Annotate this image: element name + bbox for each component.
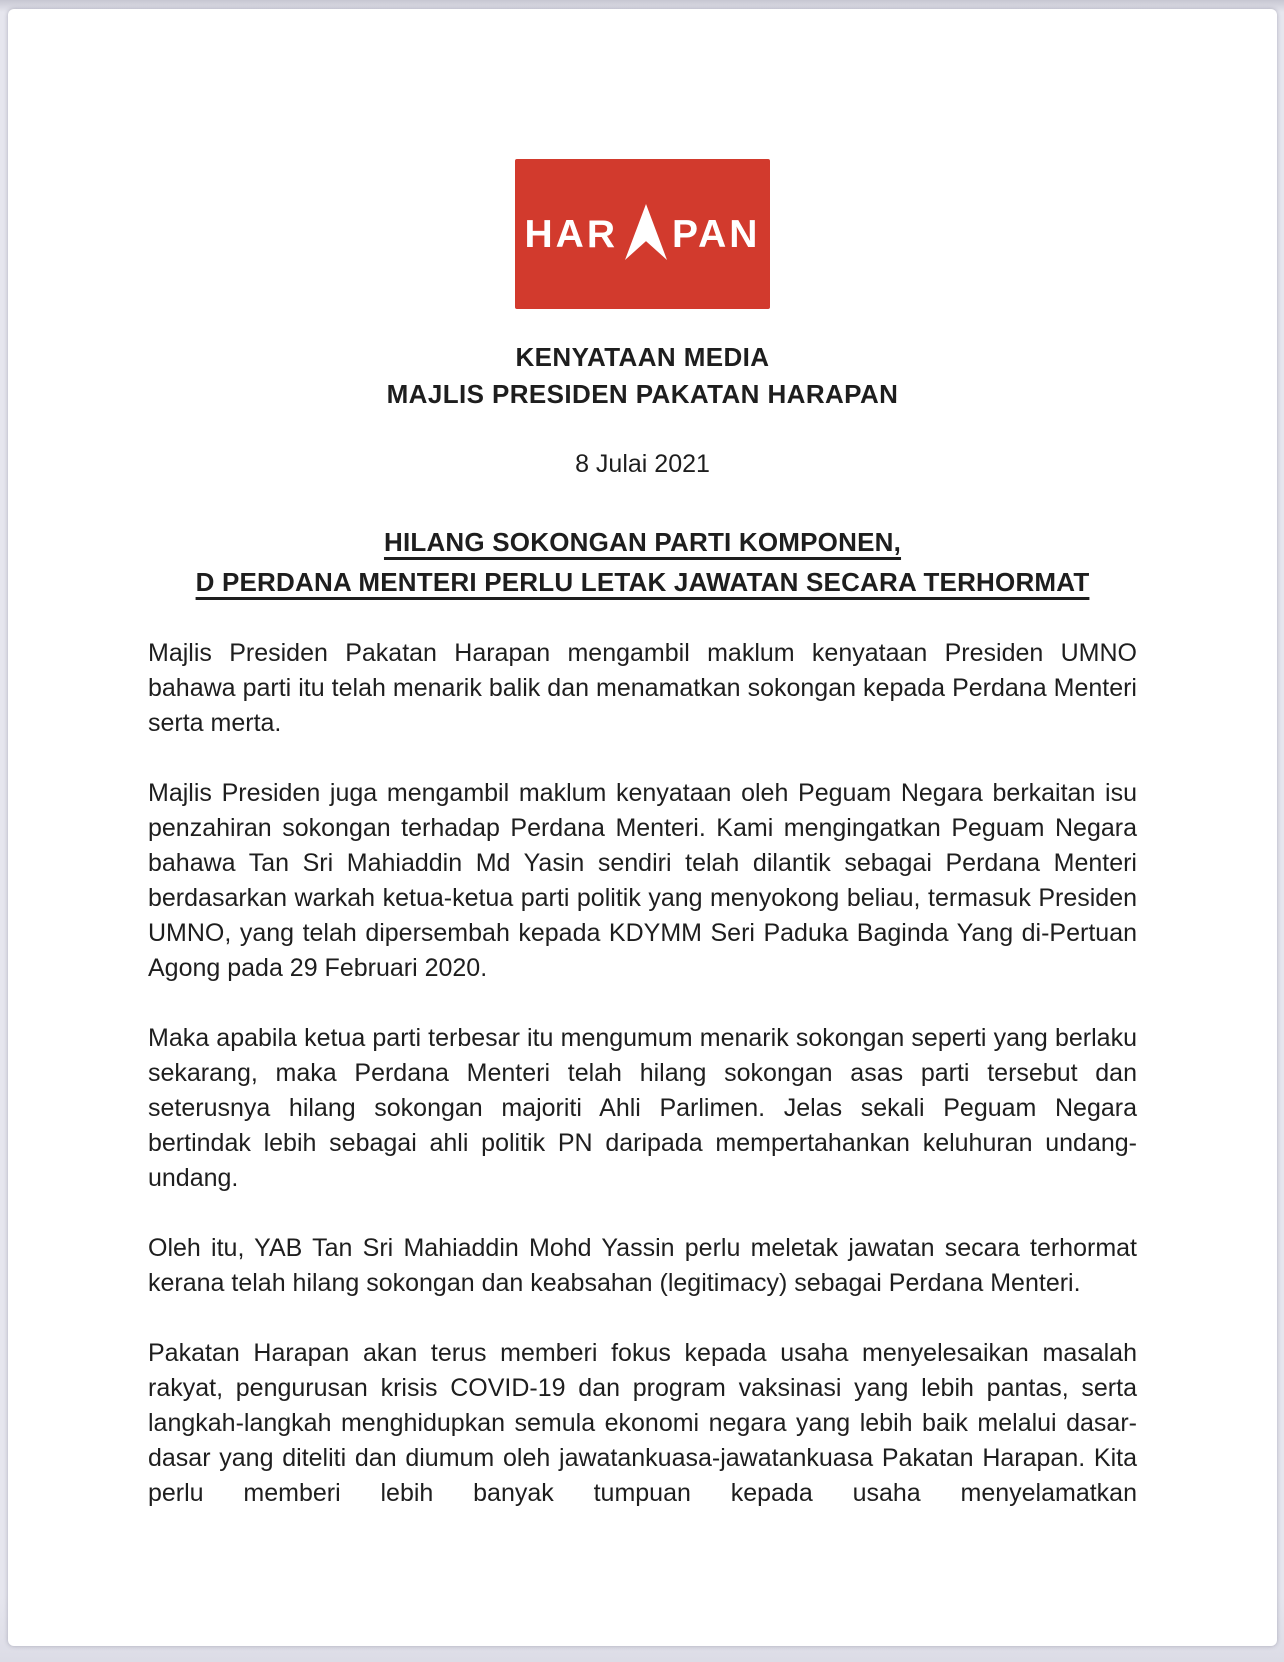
- document-page: [8, 9, 1277, 1646]
- issuer-title: MAJLIS PRESIDEN PAKATAN HARAPAN: [386, 379, 899, 409]
- logo-text-left: HAR: [524, 212, 619, 256]
- body-paragraph-4: Oleh itu, YAB Tan Sri Mahiaddin Mohd Yassin perlu meletak jawatan secara terhormat kerana telah hilang sokongan dan keabsahan (legitimacy) sebagai Perdana Menteri.: [148, 1234, 1137, 1297]
- harapan-arrow-icon: [625, 204, 667, 260]
- body-paragraph-2: Majlis Presiden juga mengambil maklum kenyataan oleh Peguam Negara berkaitan isu penzahiran sokongan terhadap Perdana Menteri. Kami mengingatkan Peguam Negara bahawa Tan Sri Mahiaddin Md Yasin sendiri telah dilantik sebagai Perdana Menteri berdasarkan warkah ketua-ketua parti politik yang menyokong beliau, termasuk Presiden UMNO, yang telah dipersembah kepada KDYMM Seri Paduka Baginda Yang di-Pertuan Agong pada 29 Februari 2020.: [148, 779, 1137, 982]
- body-paragraph-5: Pakatan Harapan akan terus memberi fokus kepada usaha menyelesaikan masalah rakyat, pengurusan krisis COVID-19 dan program vaksinasi yang lebih pantas, serta langkah-langkah menghidupkan semula ekonomi negara yang lebih baik melalui dasar-dasar yang diteliti dan diumum oleh jawatankuasa-jawatankuasa Pakatan Harapan. Kita perlu memberi lebih banyak tumpuan kepada usaha menyelamatkan: [148, 1339, 1137, 1507]
- statement-date: 8 Julai 2021: [575, 450, 710, 478]
- body-paragraph-1: Majlis Presiden Pakatan Harapan mengambil maklum kenyataan Presiden UMNO bahawa parti itu telah menarik balik dan menamatkan sokongan kepada Perdana Menteri serta merta.: [148, 639, 1137, 737]
- headline-line-2: D PERDANA MENTERI PERLU LETAK JAWATAN SECARA TERHORMAT: [195, 567, 1090, 597]
- media-statement-title: KENYATAAN MEDIA: [515, 342, 770, 372]
- statement-title-block: [148, 339, 1137, 413]
- logo-text-right: PAN: [672, 212, 761, 256]
- body-paragraph-3: Maka apabila ketua parti terbesar itu mengumum menarik sokongan seperti yang berlaku sekarang, maka Perdana Menteri telah hilang sokongan asas parti tersebut dan seterusnya hilang sokongan majoriti Ahli Parlimen. Jelas sekali Peguam Negara bertindak lebih sebagai ahli politik PN daripada mempertahankan keluhuran undang-undang.: [148, 1024, 1137, 1192]
- statement-body: [148, 636, 1137, 1511]
- statement-headline: [148, 522, 1137, 602]
- headline-line-1: HILANG SOKONGAN PARTI KOMPONEN,: [383, 527, 902, 557]
- harapan-logo: [515, 159, 770, 309]
